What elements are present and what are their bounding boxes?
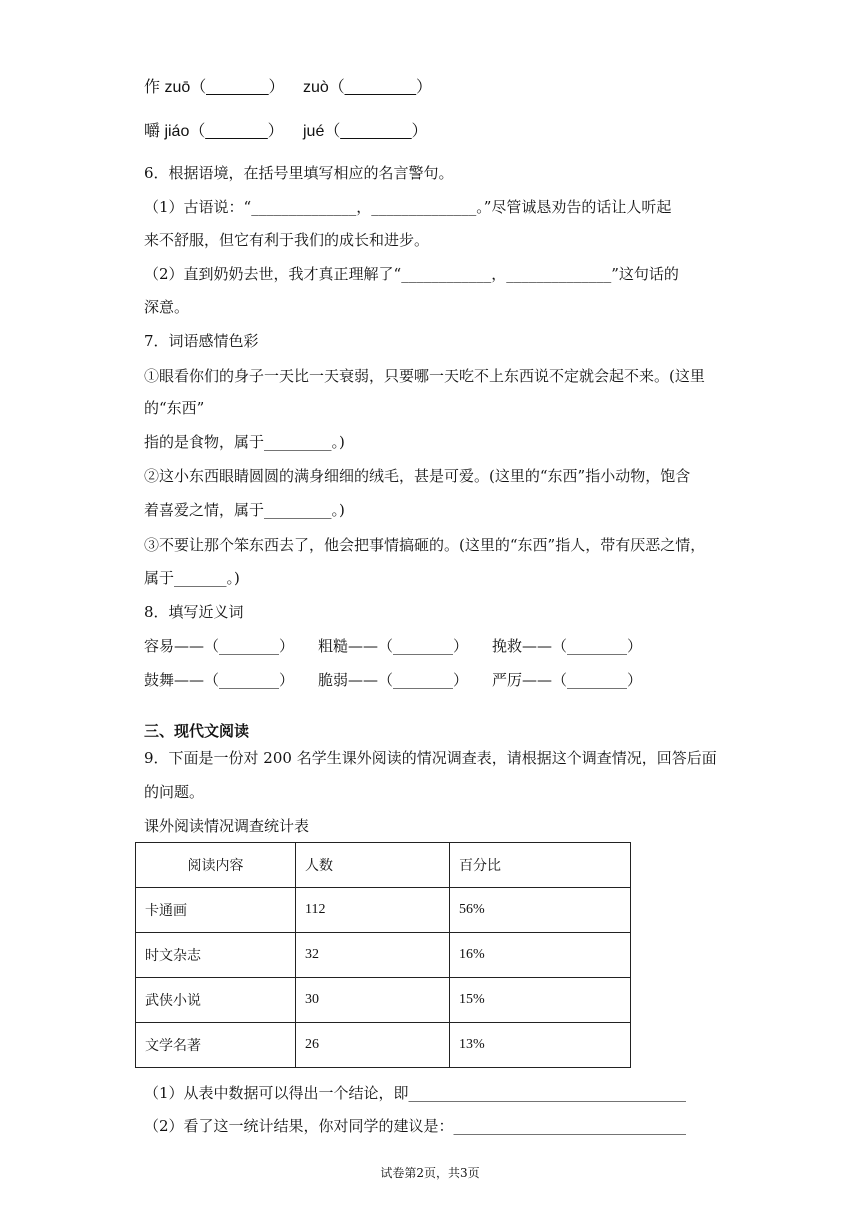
q7-item1-line3: 指的是食物，属于_________。) (144, 433, 345, 451)
q9-line2: 的问题。 (144, 783, 205, 801)
q6-part1-line1: （1）古语说：“______________，______________。”尽管诚恳劝告的话让人听起 (144, 198, 672, 216)
q9-sub1: （1）从表中数据可以得出一个结论，即_____________________________________ (144, 1084, 687, 1102)
page-footer: 试卷第2页，共3页 (380, 1166, 480, 1180)
section-heading: 三、现代文阅读 (144, 722, 250, 740)
q9-sub2: （2）看了这一统计结果，你对同学的建议是：_______________________________ (144, 1117, 687, 1135)
table-cell: 15% (450, 978, 631, 1023)
pinyin-line-2-b: jué（________） (303, 123, 428, 140)
table-row (136, 888, 631, 933)
synonym-item: 脆弱——（________） (318, 671, 469, 689)
table-cell: 112 (296, 888, 450, 933)
q7-item3-line1: ③不要让那个笨东西去了，他会把事情搞砸的。(这里的“东西”指人，带有厌恶之情， (144, 536, 706, 554)
q7-item2-line2: 着喜爱之情，属于_________。) (144, 501, 345, 519)
table-title: 课外阅读情况调查统计表 (144, 817, 310, 835)
q7-item1-line2: 的“东西” (144, 399, 205, 417)
q6-part1-line2: 来不舒服，但它有利于我们的成长和进步。 (144, 231, 430, 249)
survey-table (135, 842, 631, 1068)
q6-title: 6．根据语境，在括号里填写相应的名言警句。 (144, 164, 454, 182)
table-row (136, 933, 631, 978)
q8-title: 8．填写近义词 (144, 603, 244, 621)
synonym-item: 容易——（________） (144, 637, 295, 655)
q7-item2-line1: ②这小东西眼睛圆圆的满身细细的绒毛，甚是可爱。(这里的“东西”指小动物，饱含 (144, 467, 691, 485)
q7-item1-line1: ①眼看你们的身子一天比一天衰弱，只要哪一天吃不上东西说不定就会起不来。(这里 (144, 367, 705, 385)
table-header-row (136, 843, 631, 888)
table-cell: 文学名著 (136, 1023, 296, 1068)
synonym-item: 鼓舞——（________） (144, 671, 295, 689)
table-row (136, 1023, 631, 1068)
table-cell: 卡通画 (136, 888, 296, 933)
q6-part2-line2: 深意。 (144, 298, 190, 316)
synonym-item: 严厉——（________） (492, 671, 643, 689)
table-row (136, 978, 631, 1023)
table-cell: 16% (450, 933, 631, 978)
table-header-cell: 阅读内容 (136, 843, 296, 888)
table-cell: 30 (296, 978, 450, 1023)
table-cell: 时文杂志 (136, 933, 296, 978)
table-cell: 26 (296, 1023, 450, 1068)
table-header-cell: 百分比 (450, 843, 631, 888)
table-cell: 武侠小说 (136, 978, 296, 1023)
table-header-cell: 人数 (296, 843, 450, 888)
synonym-item: 挽救——（________） (492, 637, 643, 655)
pinyin-line-1-b: zuò（________） (303, 79, 432, 96)
q7-item3-line2: 属于_______。) (144, 569, 240, 587)
q6-part2-line1: （2）直到奶奶去世，我才真正理解了“____________，______________”这句话的 (144, 265, 679, 283)
q7-title: 7．词语感情色彩 (144, 332, 259, 350)
q9-line1: 9．下面是一份对 200 名学生课外阅读的情况调查表，请根据这个调查情况，回答后面 (144, 749, 717, 767)
pinyin-line-2-a: 嚼 jiáo（_______） (144, 123, 284, 140)
pinyin-line-1-a: 作 zuō（_______） (144, 79, 285, 96)
table-cell: 13% (450, 1023, 631, 1068)
table-cell: 56% (450, 888, 631, 933)
table-cell: 32 (296, 933, 450, 978)
synonym-item: 粗糙——（________） (318, 637, 469, 655)
